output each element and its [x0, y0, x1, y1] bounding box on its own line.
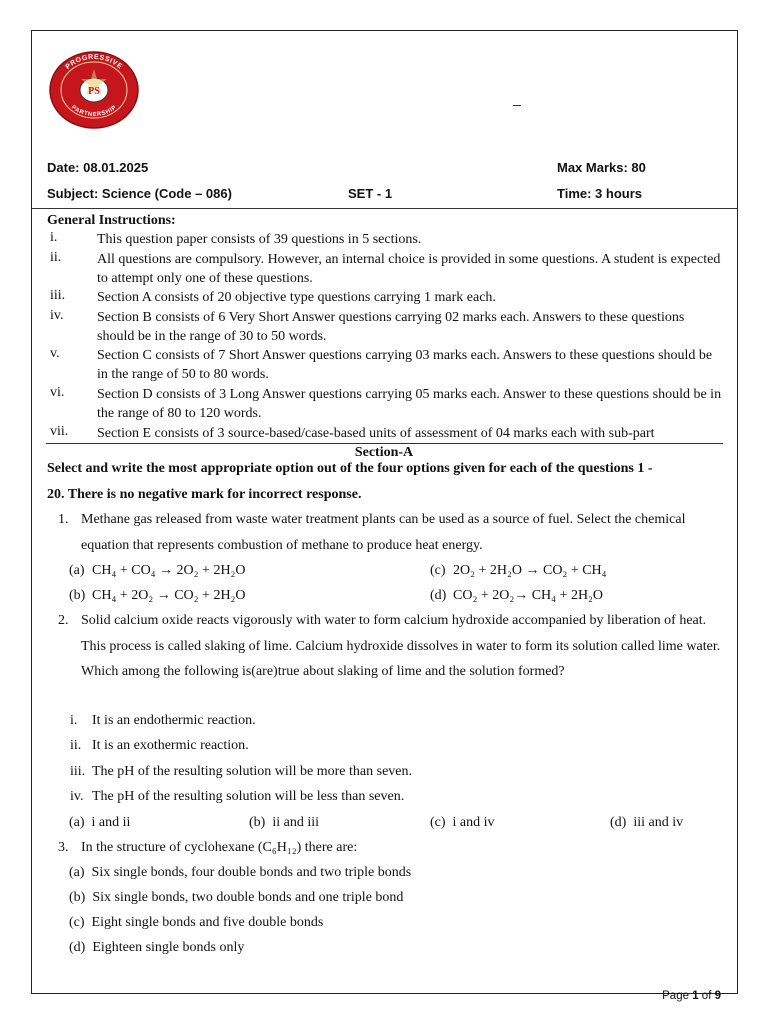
instruction-num: v.: [50, 346, 60, 361]
question-text: Solid calcium oxide reacts vigorously with water to form calcium hydroxide accompanied by liberation of heat. This process is called slaking of lime. Calcium hydroxide dissolves in water to form its solution called lime water. Which among the following is(are)true about slaking of lime and the solution formed?: [81, 613, 721, 679]
option-d: CO₂ + 2O₂→ CH₄ + 2H₂O: [453, 588, 604, 603]
instruction-num: iii.: [50, 288, 66, 303]
section-directions-line2: 20. There is no negative mark for incorrect response.: [47, 487, 362, 502]
instruction-text: Section C consists of 7 Short Answer questions carrying 03 marks each. Answers to these questions should be in the range of 50 to 80 words.: [97, 348, 713, 382]
set-number: SET - 1: [348, 186, 393, 201]
statement-num: i.: [70, 713, 78, 728]
instruction-num: vi.: [50, 385, 65, 400]
page-indicator: [662, 990, 721, 1002]
logo-monogram: PS: [88, 86, 100, 97]
exam-time: Time: 3 hours: [557, 186, 643, 201]
section-title: Section-A: [354, 445, 414, 460]
option-label-c: (c): [430, 563, 446, 578]
statement-text: The pH of the resulting solution will be less than seven.: [92, 789, 405, 804]
option-label-b: (b): [69, 588, 86, 603]
subject: Subject: Science (Code – 086): [47, 186, 232, 201]
section-directions-line1: Select and write the most appropriate option out of the four options given for each of the questions 1 -: [47, 461, 653, 476]
question-text: In the structure of cyclohexane (C₆H₁₂) there are:: [81, 840, 358, 855]
option-c: (c) Eight single bonds and five double bonds: [69, 915, 324, 930]
header-dash: _: [513, 90, 521, 106]
option-label-d: (d): [430, 588, 447, 603]
logo-text-top: PROGRESSIVE: [64, 53, 124, 71]
option-a: CH₄ + CO₄ → 2O₂ + 2H₂O: [92, 563, 246, 578]
statement-num: iii.: [70, 764, 86, 779]
instruction-text: Section B consists of 6 Very Short Answer questions carrying 02 marks each. Answers to these questions should be in the range of 30 to 50 words.: [97, 310, 685, 344]
instruction-text: All questions are compulsory. However, an internal choice is provided in some questions. A student is expected to attempt only one of these questions.: [97, 252, 721, 286]
instruction-num: vii.: [50, 424, 69, 439]
option-c: (c) i and iv: [430, 815, 495, 830]
option-a: (a) Six single bonds, four double bonds and two triple bonds: [69, 865, 412, 880]
instructions-title: General Instructions:: [47, 213, 176, 228]
option-b: (b) Six single bonds, two double bonds and one triple bond: [69, 890, 404, 905]
instruction-text: Section D consists of 3 Long Answer questions carrying 05 marks each. Answer to these questions should be in the range of 80 to 120 words.: [97, 387, 722, 421]
exam-date: Date: 08.01.2025: [47, 160, 149, 175]
statement-text: It is an exothermic reaction.: [92, 738, 249, 753]
page-prefix: Page: [662, 990, 693, 1002]
header-divider: [32, 208, 737, 209]
option-a: (a) i and ii: [69, 815, 131, 830]
question-number: 3.: [58, 840, 69, 855]
question-text: Methane gas released from waste water treatment plants can be used as a source of fuel. Select the chemical equation that represents combustion of methane to produce heat energy.: [81, 512, 686, 553]
statement-num: iv.: [70, 789, 84, 804]
question-number: 1.: [58, 512, 69, 527]
option-d: (d) Eighteen single bonds only: [69, 940, 245, 955]
option-d: (d) iii and iv: [610, 815, 684, 830]
instruction-num: iv.: [50, 308, 64, 323]
option-label-a: (a): [69, 563, 85, 578]
option-b: CH₄ + 2O₂ → CO₂ + 2H₂O: [92, 588, 246, 603]
page-of: of: [698, 990, 715, 1002]
page-number: 1: [692, 990, 699, 1002]
question-number: 2.: [58, 613, 69, 628]
school-logo: [49, 51, 139, 129]
logo-text-bottom: PARTNERSHIP: [69, 104, 119, 119]
section-divider: [46, 443, 723, 444]
instruction-text: Section E consists of 3 source-based/case-based units of assessment of 04 marks each with sub-part: [97, 426, 655, 441]
page-total: 9: [714, 990, 721, 1002]
instruction-text: This question paper consists of 39 questions in 5 sections.: [97, 232, 422, 247]
statement-text: The pH of the resulting solution will be more than seven.: [92, 764, 412, 779]
instruction-num: ii.: [50, 250, 62, 265]
statement-num: ii.: [70, 738, 82, 753]
max-marks: Max Marks: 80: [557, 160, 646, 175]
option-b: (b) ii and iii: [249, 815, 319, 830]
instruction-text: Section A consists of 20 objective type questions carrying 1 mark each.: [97, 290, 496, 305]
statement-text: It is an endothermic reaction.: [92, 713, 256, 728]
option-c: 2O₂ + 2H₂O → CO₂ + CH₄: [453, 563, 607, 578]
instruction-num: i.: [50, 230, 58, 245]
